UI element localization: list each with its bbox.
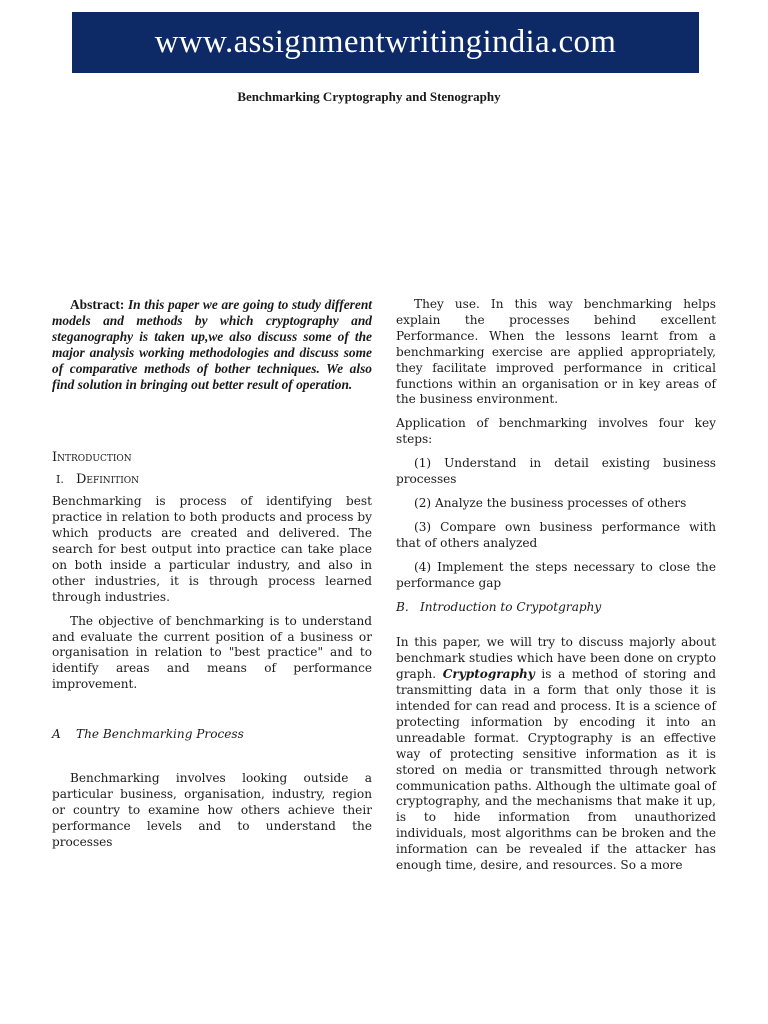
subsection-a-label: The Benchmarking Process: [76, 727, 244, 742]
subsection-b-number: B.: [396, 599, 409, 614]
definition-number: I.: [56, 473, 64, 487]
step-item-1: (1) Understand in detail existing business processes: [396, 456, 716, 487]
right-column: [396, 297, 716, 882]
paragraph-cryptography: [396, 635, 716, 874]
left-column: [52, 297, 372, 859]
cryptography-term: Cryptography: [442, 667, 535, 682]
paragraph-they-use: They use. In this way benchmarking helps explain the processes behind excellent Performance. When the lessons learnt from a benchmarking exercise are applied appropriately, they facilitate improved performance in critical functions within an organisation or in key areas of the business environment.: [396, 297, 716, 407]
abstract: [52, 297, 372, 392]
section-heading-introduction: Introduction: [52, 450, 132, 466]
step-item-2: (2) Analyze the business processes of others: [414, 495, 687, 510]
paper-title: Benchmarking Cryptography and Stenography: [237, 89, 501, 104]
subsection-a-number: A: [52, 727, 61, 742]
site-banner: [72, 12, 699, 73]
site-url: www.assignmentwritingindia.com: [154, 24, 617, 60]
cryptography-intro-text: In this paper, we will try to discuss majorly about benchmark studies which have been done on crypto graph.: [396, 635, 716, 682]
subsection-heading-cryptography: [396, 600, 716, 616]
step-item-4: (4) Implement the steps necessary to close the performance gap: [396, 559, 716, 590]
subsection-heading-definition: [56, 472, 372, 488]
definition-label: Definition: [76, 472, 140, 488]
abstract-text: In this paper we are going to study different models and methods by which cryptography and steganography is taken up,we also discuss some of the major analysis working methodologies and discuss some of comparative methods of bother techniques. We also find solution in bringing out better result of operation.: [52, 297, 372, 392]
subsection-b-label: Introduction to Crypotgraphy: [420, 599, 602, 614]
paragraph-objective: The objective of benchmarking is to understand and evaluate the current position of a business or organisation in relation to "best practice" and to identify areas and means of performance improvement.: [52, 613, 372, 692]
abstract-label: Abstract:: [70, 297, 125, 312]
cryptography-body-text: is a method of storing and transmitting data in a form that only those it is intended for can read and process. It is a science of protecting information by encoding it into an unreadable format. Cryptography is an effective way of protecting sensitive information as it is stored on media or transmitted through network communication paths. Although the ultimate goal of cryptography, and the mechanisms that make it up, is to hide information from unauthorized individuals, most algorithms can be broken and the information can be revealed if the attacker has enough time, desire, and resources. So a more: [396, 667, 716, 873]
step-item-3: (3) Compare own business performance with that of others analyzed: [396, 519, 716, 550]
subsection-heading-benchmarking-process: [52, 727, 372, 743]
paragraph-definition: Benchmarking is process of identifying best practice in relation to both products and process by which products are created and delivered. The search for best output into practice can take place on both inside a particular industry, and also in other industries, it is through process learned through industries.: [52, 494, 372, 604]
paragraph-benchmarking-involves: Benchmarking involves looking outside a particular business, organisation, industry, region or country to examine how others achieve their performance levels and to understand the processes: [52, 771, 372, 849]
paragraph-application: Application of benchmarking involves four key steps:: [396, 416, 716, 447]
